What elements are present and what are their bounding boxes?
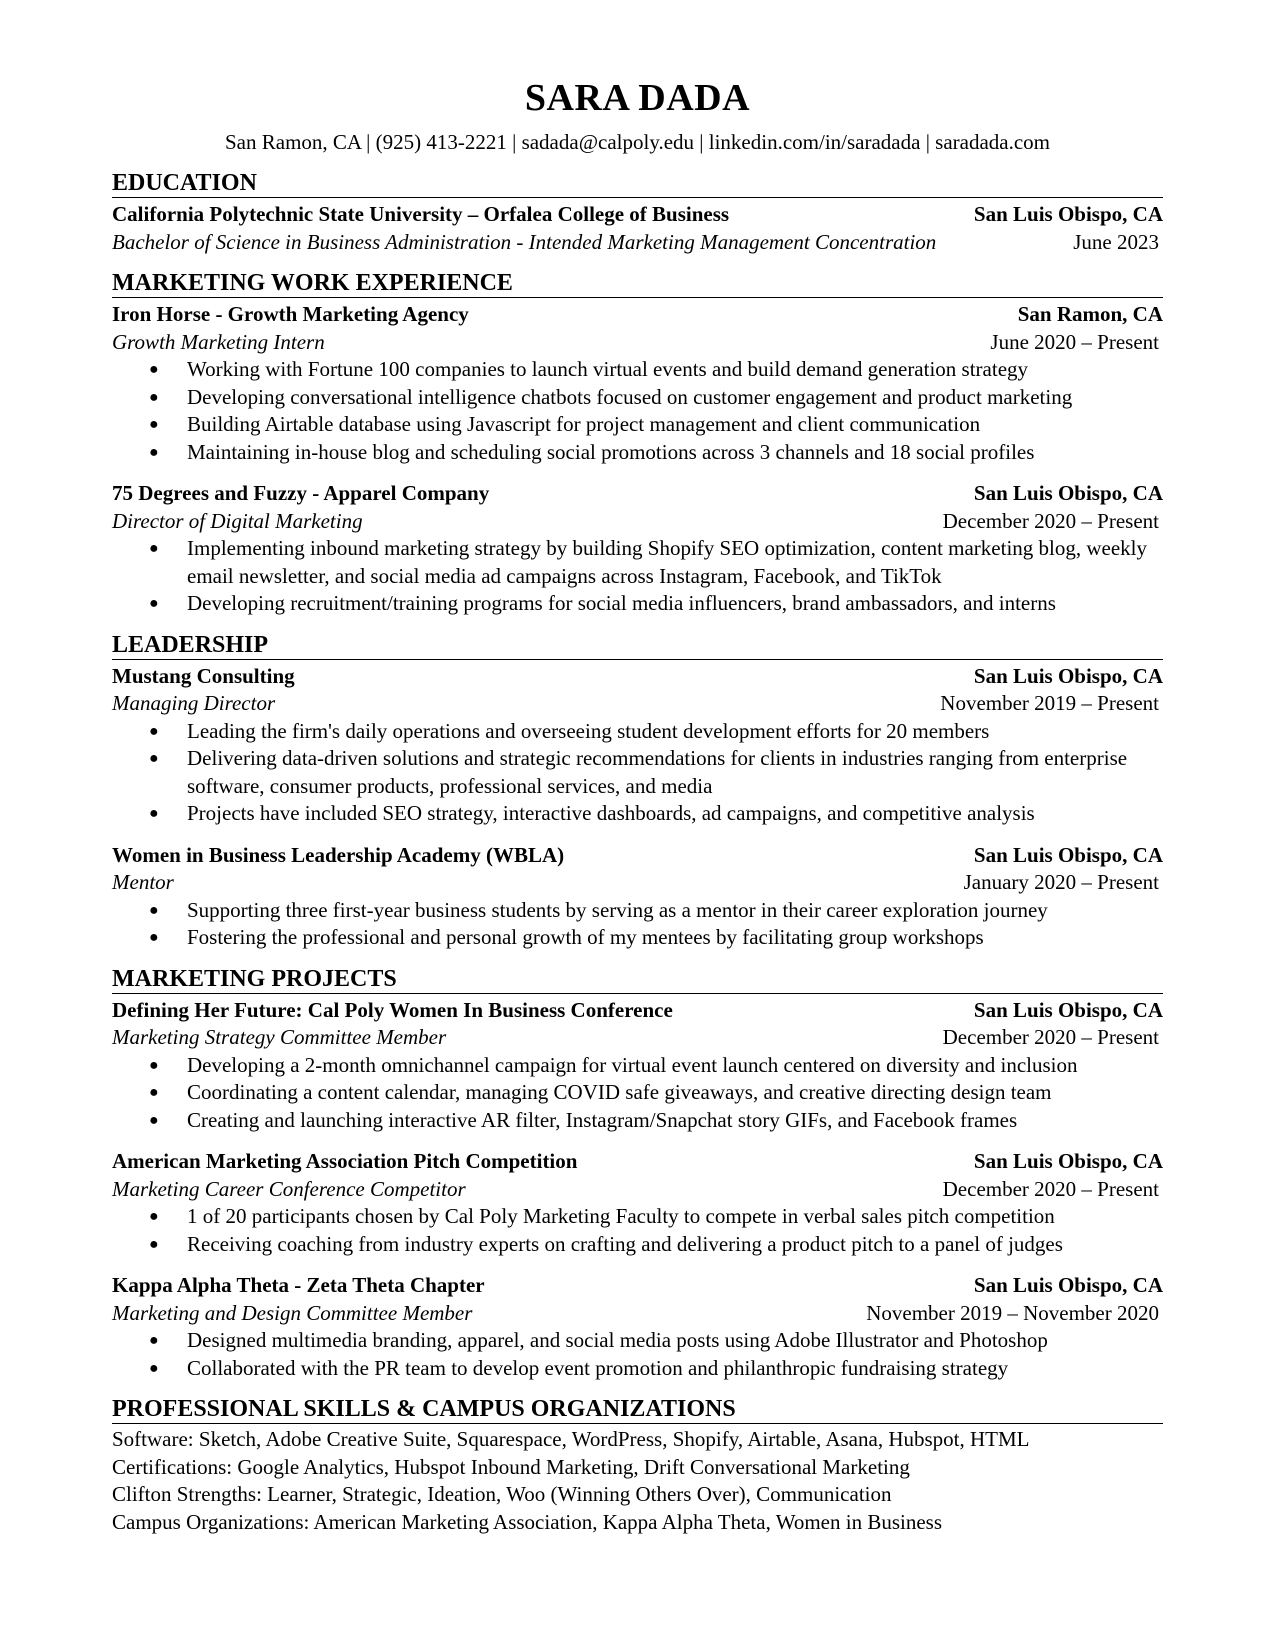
bullet-item bbox=[149, 800, 1163, 828]
section-title-projects: MARKETING PROJECTS bbox=[112, 966, 1163, 994]
bullet-icon: ● bbox=[149, 1111, 159, 1129]
bullet-icon: ● bbox=[149, 1332, 159, 1349]
bullet-icon: ● bbox=[149, 1359, 159, 1377]
skills-line-organizations: Campus Organizations: American Marketing Association, Kappa Alpha Theta, Women in Business bbox=[112, 1509, 943, 1534]
bullet-text: Receiving coaching from industry experts on crafting and delivering a product pitch to a panel of judges bbox=[187, 1231, 1063, 1256]
bullet-icon: ● bbox=[149, 722, 159, 740]
bullet-text: Creating and launching interactive AR filter, Instagram/Snapchat story GIFs, and Facebook frames bbox=[187, 1107, 1018, 1132]
role-title: Marketing Strategy Committee Member bbox=[112, 1025, 447, 1049]
org-location: San Luis Obispo, CA bbox=[973, 1273, 1163, 1297]
org-name: Kappa Alpha Theta - Zeta Theta Chapter bbox=[112, 1273, 485, 1297]
experience-entries bbox=[112, 301, 1163, 618]
bullet-item bbox=[149, 718, 1163, 746]
bullet-icon: ● bbox=[149, 443, 159, 461]
entry bbox=[112, 480, 1163, 618]
org-location: San Luis Obispo, CA bbox=[973, 663, 1163, 688]
bullet-text: Developing a 2-month omnichannel campaign for virtual event launch centered on diversity and inclusion bbox=[187, 1052, 1078, 1077]
bullet-icon: ● bbox=[149, 929, 159, 946]
bullet-item bbox=[149, 411, 1163, 439]
org-name: Iron Horse - Growth Marketing Agency bbox=[112, 302, 469, 326]
bullet-list bbox=[112, 1327, 1163, 1382]
date-range: November 2019 – Present bbox=[940, 691, 1159, 715]
bullet-text: Working with Fortune 100 companies to launch virtual events and build demand generation strategy bbox=[187, 357, 1029, 381]
date-range: December 2020 – Present bbox=[942, 508, 1159, 533]
bullet-item bbox=[149, 897, 1163, 925]
bullet-item bbox=[149, 1079, 1163, 1107]
bullet-icon: ● bbox=[149, 805, 159, 822]
bullet-text: Maintaining in-house blog and scheduling social promotions across 3 channels and 18 social profiles bbox=[187, 439, 1035, 464]
date-range: June 2020 – Present bbox=[990, 329, 1159, 354]
role-title: Marketing and Design Committee Member bbox=[112, 1300, 473, 1325]
projects-entries bbox=[112, 997, 1163, 1383]
bullet-item bbox=[149, 356, 1163, 384]
bullet-icon: ● bbox=[149, 540, 159, 557]
projects-section bbox=[112, 966, 1163, 1383]
date-range: December 2020 – Present bbox=[942, 1176, 1159, 1201]
bullet-icon: ● bbox=[149, 361, 159, 378]
bullet-icon: ● bbox=[149, 388, 159, 406]
entry bbox=[112, 301, 1163, 466]
bullet-list bbox=[112, 535, 1163, 618]
bullet-text: 1 of 20 participants chosen by Cal Poly Marketing Faculty to compete in verbal sales pitch competition bbox=[187, 1204, 1055, 1228]
bullet-icon: ● bbox=[149, 1208, 159, 1225]
school-name: California Polytechnic State University – Orfalea College of Business bbox=[112, 202, 730, 226]
bullet-item bbox=[149, 1107, 1163, 1135]
role-title: Director of Digital Marketing bbox=[112, 508, 363, 533]
bullet-item bbox=[149, 1231, 1163, 1259]
skills-section bbox=[112, 1396, 1163, 1536]
bullet-item bbox=[149, 745, 1163, 800]
section-title-skills: PROFESSIONAL SKILLS & CAMPUS ORGANIZATIONS bbox=[112, 1396, 1163, 1424]
bullet-item bbox=[149, 1203, 1163, 1231]
bullet-list bbox=[112, 1052, 1163, 1135]
bullet-text: Leading the firm's daily operations and overseeing student development efforts for 20 members bbox=[187, 718, 990, 743]
bullet-icon: ● bbox=[149, 1056, 159, 1074]
skills-line-software: Software: Sketch, Adobe Creative Suite, Squarespace, WordPress, Shopify, Airtable, Asana, Hubspot, HTML bbox=[112, 1427, 1030, 1451]
bullet-item bbox=[149, 590, 1163, 618]
org-location: San Ramon, CA bbox=[1017, 302, 1163, 326]
role-title: Growth Marketing Intern bbox=[112, 329, 325, 354]
bullet-text: Building Airtable database using Javascript for project management and client communication bbox=[187, 412, 981, 436]
org-name: Defining Her Future: Cal Poly Women In Business Conference bbox=[112, 997, 673, 1022]
bullet-text: Developing conversational intelligence chatbots focused on customer engagement and product marketing bbox=[187, 384, 1073, 409]
date-range: January 2020 – Present bbox=[963, 870, 1159, 894]
bullet-item bbox=[149, 1327, 1163, 1355]
bullet-item bbox=[149, 384, 1163, 412]
entry bbox=[112, 842, 1163, 952]
bullet-text: Coordinating a content calendar, managing COVID safe giveaways, and creative directing design team bbox=[187, 1080, 1052, 1104]
entry bbox=[112, 997, 1163, 1135]
org-name: American Marketing Association Pitch Competition bbox=[112, 1149, 578, 1173]
bullet-item bbox=[149, 535, 1163, 590]
entry bbox=[112, 1272, 1163, 1382]
bullet-icon: ● bbox=[149, 901, 159, 919]
org-location: San Luis Obispo, CA bbox=[973, 842, 1163, 867]
bullet-list bbox=[112, 718, 1163, 828]
entry bbox=[112, 1148, 1163, 1258]
section-title-experience: MARKETING WORK EXPERIENCE bbox=[112, 270, 1163, 298]
bullet-text: Collaborated with the PR team to develop event promotion and philanthropic fundraising strategy bbox=[187, 1355, 1009, 1380]
bullet-icon: ● bbox=[149, 595, 159, 612]
skills-line-strengths: Clifton Strengths: Learner, Strategic, Ideation, Woo (Winning Others Over), Communication bbox=[112, 1482, 892, 1506]
school-location: San Luis Obispo, CA bbox=[973, 202, 1163, 226]
bullet-item bbox=[149, 1052, 1163, 1080]
org-name: 75 Degrees and Fuzzy - Apparel Company bbox=[112, 481, 490, 505]
bullet-text: Developing recruitment/training programs for social media influencers, brand ambassadors, and interns bbox=[187, 591, 1056, 615]
leadership-section bbox=[112, 632, 1163, 952]
bullet-text: Projects have included SEO strategy, interactive dashboards, ad campaigns, and competitive analysis bbox=[187, 801, 1035, 825]
education-section bbox=[112, 170, 1163, 256]
education-entry bbox=[112, 201, 1163, 256]
experience-section bbox=[112, 270, 1163, 618]
bullet-text: Delivering data-driven solutions and strategic recommendations for clients in industries ranging from enterprise software, consumer products, professional services, and media bbox=[187, 746, 1128, 798]
resume-name: SARA DADA bbox=[524, 77, 751, 119]
contact-line: San Ramon, CA | (925) 413-2221 | sadada@calpoly.edu | linkedin.com/in/saradada | saradada.com bbox=[225, 130, 1050, 154]
bullet-item bbox=[149, 924, 1163, 952]
org-location: San Luis Obispo, CA bbox=[973, 481, 1163, 505]
bullet-text: Supporting three first-year business students by serving as a mentor in their career exploration journey bbox=[187, 897, 1048, 922]
bullet-icon: ● bbox=[149, 750, 159, 767]
bullet-text: Fostering the professional and personal growth of my mentees by facilitating group workshops bbox=[187, 925, 984, 949]
skills-line-certifications: Certifications: Google Analytics, Hubspot Inbound Marketing, Drift Conversational Marketing bbox=[112, 1454, 910, 1479]
bullet-icon: ● bbox=[149, 1084, 159, 1101]
role-title: Marketing Career Conference Competitor bbox=[112, 1176, 466, 1201]
bullet-list bbox=[112, 1203, 1163, 1258]
date-range: December 2020 – Present bbox=[942, 1025, 1159, 1049]
skills-list bbox=[112, 1426, 1163, 1536]
bullet-text: Implementing inbound marketing strategy by building Shopify SEO optimization, content marketing blog, weekly email newsletter, and social media ad campaigns across Instagram, Facebook, and TikTok bbox=[187, 536, 1148, 588]
org-location: San Luis Obispo, CA bbox=[973, 997, 1163, 1022]
org-name: Women in Business Leadership Academy (WBLA) bbox=[112, 842, 565, 867]
bullet-list bbox=[112, 356, 1163, 466]
graduation-date: June 2023 bbox=[1073, 229, 1159, 254]
section-title-leadership: LEADERSHIP bbox=[112, 632, 1163, 660]
bullet-list bbox=[112, 897, 1163, 952]
bullet-item bbox=[149, 439, 1163, 467]
leadership-entries bbox=[112, 663, 1163, 952]
bullet-icon: ● bbox=[149, 1235, 159, 1253]
role-title: Mentor bbox=[112, 870, 174, 894]
section-title-education: EDUCATION bbox=[112, 170, 1163, 198]
org-name: Mustang Consulting bbox=[112, 663, 295, 688]
org-location: San Luis Obispo, CA bbox=[973, 1149, 1163, 1173]
bullet-icon: ● bbox=[149, 416, 159, 433]
entry bbox=[112, 663, 1163, 828]
bullet-text: Designed multimedia branding, apparel, and social media posts using Adobe Illustrator and Photoshop bbox=[187, 1328, 1048, 1352]
date-range: November 2019 – November 2020 bbox=[866, 1300, 1159, 1325]
role-title: Managing Director bbox=[112, 691, 276, 715]
degree: Bachelor of Science in Business Administration - Intended Marketing Management Concentration bbox=[112, 229, 937, 254]
bullet-item bbox=[149, 1355, 1163, 1383]
